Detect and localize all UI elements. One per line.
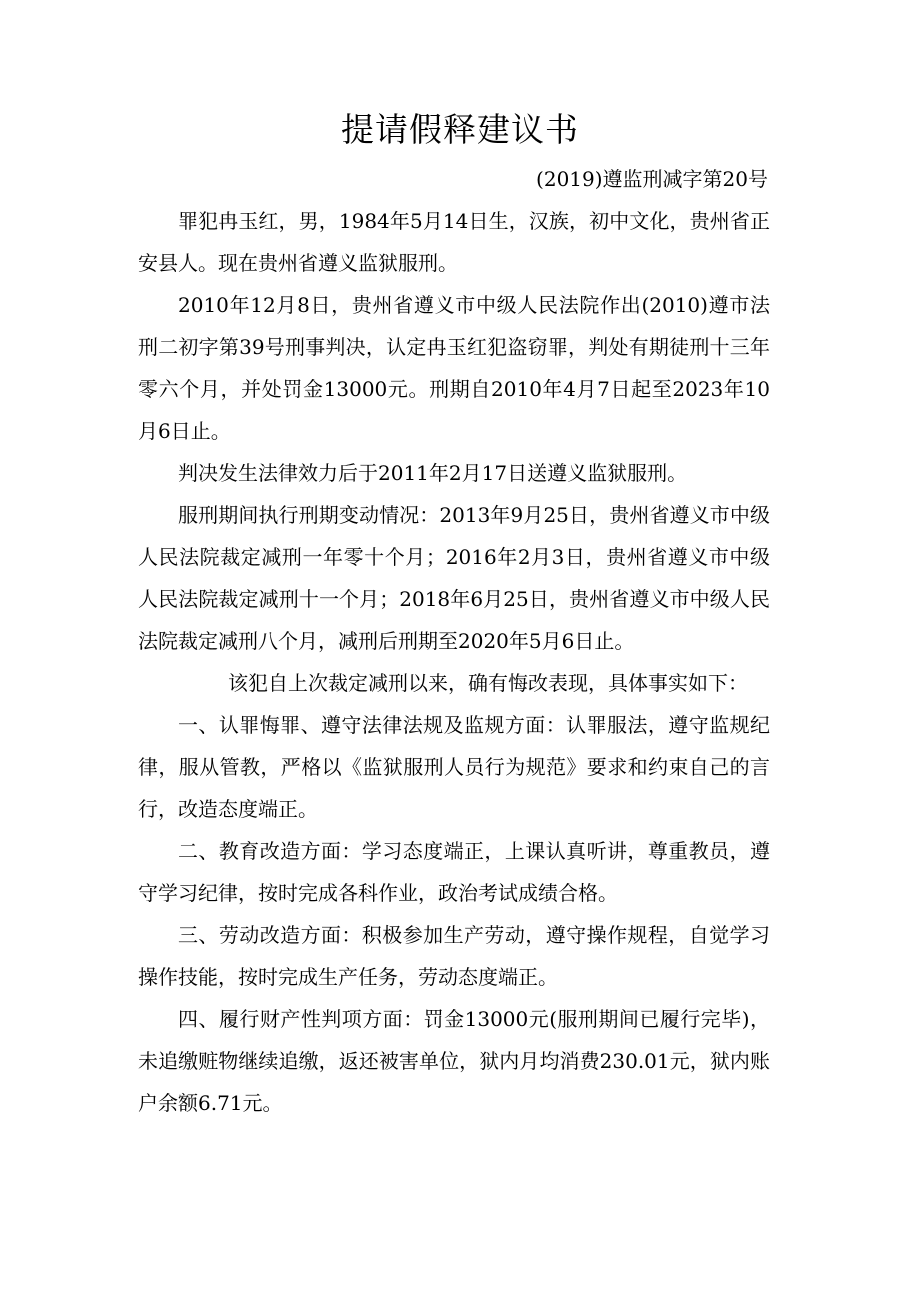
- paragraph-criminal-info: 罪犯冉玉红，男，1984年5月14日生，汉族，初中文化，贵州省正安县人。现在贵州省遵义监狱服刑。: [138, 209, 770, 275]
- document-number: (2019)遵监刑减字第20号: [536, 167, 768, 191]
- document-body: [138, 200, 770, 1124]
- paragraph-effective: 判决发生法律效力后于2011年2月17日送遵义监狱服刑。: [178, 461, 688, 485]
- paragraph-fact-2: 二、教育改造方面：学习态度端正，上课认真听讲，尊重教员，遵守学习纪律，按时完成各科作业，政治考试成绩合格。: [138, 839, 770, 905]
- document-title: 提请假释建议书: [341, 110, 579, 149]
- paragraph-intro: 该犯自上次裁定减刑以来，确有悔改表现，具体事实如下：: [228, 671, 748, 695]
- paragraph-fact-1: 一、认罪悔罪、遵守法律法规及监规方面：认罪服法，遵守监规纪律，服从管教，严格以《监狱服刑人员行为规范》要求和约束自己的言行，改造态度端正。: [138, 713, 770, 821]
- paragraph-fact-4: 四、履行财产性判项方面：罚金13000元(服刑期间已履行完毕)，未追缴赃物继续追缴，返还被害单位，狱内月均消费230.01元，狱内账户余额6.71元。: [138, 1007, 770, 1115]
- paragraph-sentence-changes: 服刑期间执行刑期变动情况：2013年9月25日，贵州省遵义市中级人民法院裁定减刑一年零十个月；2016年2月3日，贵州省遵义市中级人民法院裁定减刑十一个月；2018年6月25日，贵州省遵义市中级人民法院裁定减刑八个月，减刑后刑期至2020年5月6日止。: [138, 503, 770, 653]
- paragraph-fact-3: 三、劳动改造方面：积极参加生产劳动，遵守操作规程，自觉学习操作技能，按时完成生产任务，劳动态度端正。: [138, 923, 770, 989]
- paragraph-judgment: 2010年12月8日，贵州省遵义市中级人民法院作出(2010)遵市法刑二初字第39号刑事判决，认定冉玉红犯盗窃罪，判处有期徒刑十三年零六个月，并处罚金13000元。刑期自2010年4月7日起至2023年10月6日止。: [138, 293, 770, 443]
